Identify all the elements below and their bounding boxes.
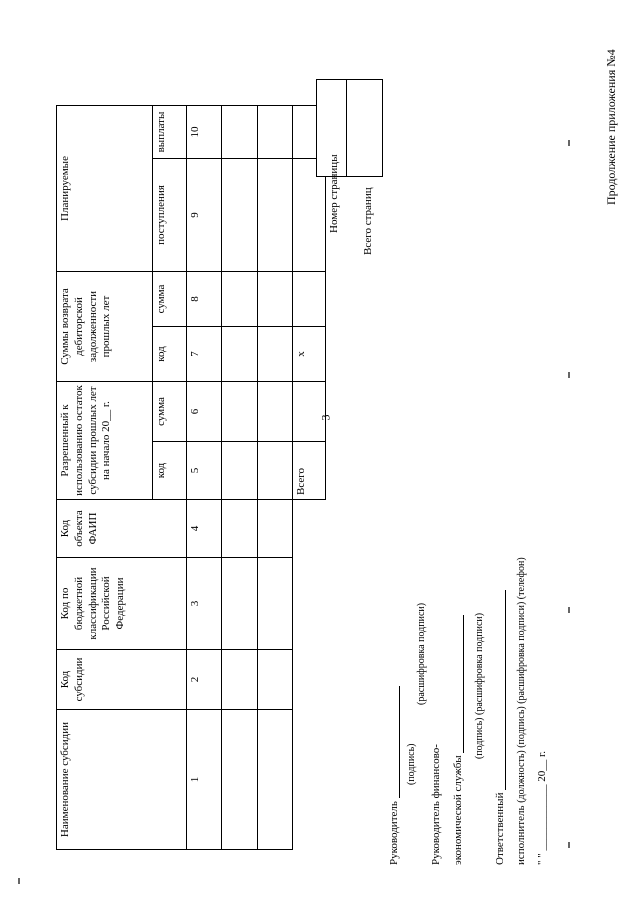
header-planned: Планируемые	[57, 106, 153, 272]
col-num: 4	[187, 500, 222, 558]
header-return: Суммы возврата дебиторской задолженности прошлых лет	[57, 272, 153, 382]
resp-label: Ответственный	[494, 792, 506, 865]
margin-mark	[568, 140, 570, 146]
sub-income: поступления	[153, 159, 187, 272]
sub-payments: выплаты	[153, 106, 187, 159]
total-row	[293, 106, 326, 850]
exec-label: исполнитель	[515, 805, 527, 865]
subsidy-table	[56, 105, 326, 850]
head-signature-field[interactable]	[389, 686, 400, 798]
margin-mark	[568, 842, 570, 848]
sub-sum-6: сумма	[153, 382, 187, 442]
total-pages-box	[346, 79, 383, 177]
table-row	[222, 106, 258, 850]
exec-fields-caption: (должность) (подпись) (расшифровка подписи) (телефон)	[516, 557, 527, 803]
sub-code-5: код	[153, 442, 187, 500]
resp-field[interactable]	[495, 590, 506, 790]
col-num: 6	[187, 382, 222, 442]
total-pages-label: Всего страниц	[362, 187, 374, 255]
date-line: " " ____________ 20__ г.	[536, 750, 548, 865]
header-code-subsidy: Код субсидии	[57, 650, 187, 710]
fin-head-label: Руководитель финансово-	[430, 744, 442, 865]
fin-sig-caption: (подпись) (расшифровка подписи)	[474, 612, 485, 759]
margin-mark	[18, 878, 20, 884]
header-faip: Код объекта ФАИП	[57, 500, 187, 558]
header-balance: Разрешенный к использованию остаток субсидии прошлых лет на начало 20__ г.	[57, 382, 153, 500]
head-label: Руководитель	[388, 801, 400, 865]
sub-sum-8: сумма	[153, 272, 187, 327]
exec-line	[515, 557, 527, 865]
col-num: 7	[187, 327, 222, 382]
head-sig-caption: (подпись)	[406, 743, 417, 785]
col-num: 2	[187, 650, 222, 710]
fin-service-line	[452, 615, 464, 865]
header-name: Наименование субсидии	[57, 710, 187, 850]
col-num: 8	[187, 272, 222, 327]
document-header: Продолжение приложения №4	[604, 49, 618, 205]
total-label: Всего	[293, 442, 326, 500]
fin-signature-field[interactable]	[453, 615, 464, 753]
table-row	[258, 106, 293, 850]
margin-mark	[568, 607, 570, 613]
col-num: 1	[187, 710, 222, 850]
head-decode-caption: (расшифровка подписи)	[416, 602, 427, 705]
page-number-label: Номер страницы	[328, 154, 340, 233]
fin-service-label: экономической службы	[452, 755, 464, 865]
col-num: 9	[187, 159, 222, 272]
x-mark: x	[293, 327, 326, 382]
col-num: 10	[187, 106, 222, 159]
header-budget-code: Код по бюджетной классификации Российской Федерации	[57, 558, 187, 650]
page-number: 3	[318, 414, 333, 421]
margin-mark	[568, 372, 570, 378]
numbering-row	[187, 106, 222, 850]
sub-code-7: код	[153, 327, 187, 382]
head-line	[388, 686, 400, 865]
col-num: 3	[187, 558, 222, 650]
col-num: 5	[187, 442, 222, 500]
resp-line	[494, 590, 506, 865]
